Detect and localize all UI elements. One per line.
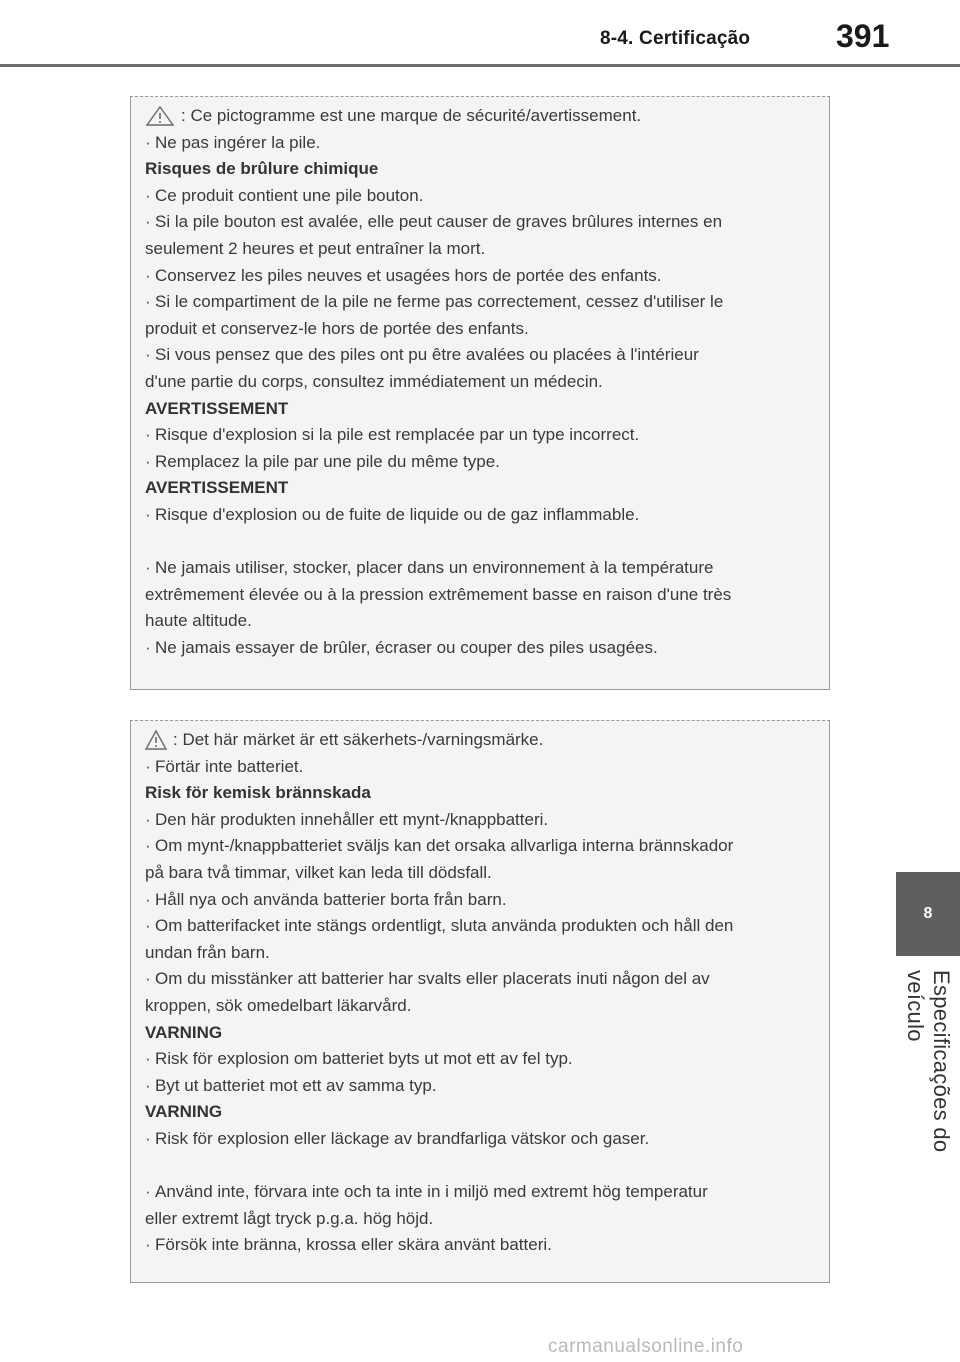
french-warning-header — [145, 103, 815, 130]
bullet-marker: · — [145, 1128, 151, 1148]
continuation-line: seulement 2 heures et peut entraîner la mort. — [145, 238, 486, 258]
bullet-line — [145, 555, 815, 582]
bullet-marker: · — [145, 1182, 151, 1202]
bullet-line — [145, 1179, 815, 1206]
bullet-text: Ne pas ingérer la pile. — [155, 132, 321, 152]
bullet-marker: · — [145, 756, 151, 776]
bullet-line — [145, 263, 815, 290]
bullet-marker: · — [145, 132, 151, 152]
chapter-number: 8 — [923, 905, 933, 922]
bullet-marker: · — [145, 345, 151, 365]
bullet-text: Si la pile bouton est avalée, elle peut causer de graves brûlures internes en — [155, 212, 723, 232]
subheading: Risk för kemisk brännskada — [145, 783, 371, 803]
bullet-text: Risque d'explosion ou de fuite de liquide ou de gaz inflammable. — [155, 504, 640, 524]
subheading: AVERTISSEMENT — [145, 478, 289, 498]
bullet-marker: · — [145, 265, 151, 285]
warning-triangle-icon — [145, 105, 175, 127]
bullet-line — [145, 1073, 815, 1100]
blank-line — [145, 1153, 815, 1180]
bullet-line — [145, 1046, 815, 1073]
bullet-marker: · — [145, 637, 151, 657]
subheading: VARNING — [145, 1022, 223, 1042]
bullet-line — [145, 1232, 815, 1259]
bullet-marker: · — [145, 969, 151, 989]
bullet-marker: · — [145, 558, 151, 578]
blank-line — [145, 529, 815, 556]
continuation-line: undan från barn. — [145, 942, 270, 962]
bullet-marker: · — [145, 809, 151, 829]
bullet-line — [145, 913, 815, 940]
bullet-text: Ce produit contient une pile bouton. — [155, 185, 424, 205]
bullet-marker: · — [145, 916, 151, 936]
bullet-text: Om mynt-/knappbatteriet sväljs kan det orsaka allvarliga interna brännskador — [155, 836, 734, 856]
bullet-text: Remplacez la pile par une pile du même type. — [155, 451, 500, 471]
chapter-tab — [896, 872, 960, 956]
watermark: carmanualsonline.info — [548, 1336, 744, 1357]
bullet-line — [145, 1126, 815, 1153]
bullet-line — [145, 502, 815, 529]
bullet-marker: · — [145, 425, 151, 445]
section-title: 8-4. Certificação — [600, 28, 751, 49]
subheading: VARNING — [145, 1102, 223, 1122]
french-warning-text: : Ce pictogramme est une marque de sécurité/avertissement. — [181, 106, 642, 125]
bullet-text: Försök inte bränna, krossa eller skära använt batteri. — [155, 1235, 552, 1255]
french-warning-box — [130, 96, 830, 690]
bullet-line — [145, 209, 815, 236]
warning-triangle-icon — [145, 729, 167, 751]
bullet-line — [145, 422, 815, 449]
bullet-marker: · — [145, 212, 151, 232]
bullet-marker: · — [145, 1049, 151, 1069]
bullet-text: Si le compartiment de la pile ne ferme pas correctement, cessez d'utiliser le — [155, 292, 724, 312]
bullet-line — [145, 754, 815, 781]
bullet-line — [145, 183, 815, 210]
bullet-line — [145, 635, 815, 662]
swedish-lines — [145, 754, 815, 1259]
header-divider — [0, 64, 960, 67]
continuation-line: extrêmement élevée ou à la pression extrêmement basse en raison d'une très — [145, 584, 732, 604]
chapter-title: Especificações do veículo — [903, 970, 954, 1153]
bullet-line — [145, 807, 815, 834]
bullet-text: Håll nya och använda batterier borta från barn. — [155, 889, 507, 909]
bullet-marker: · — [145, 1235, 151, 1255]
bullet-line — [145, 342, 815, 369]
bullet-text: Förtär inte batteriet. — [155, 756, 304, 776]
bullet-line — [145, 966, 815, 993]
bullet-marker: · — [145, 292, 151, 312]
swedish-warning-header — [145, 727, 815, 754]
bullet-text: Conservez les piles neuves et usagées hors de portée des enfants. — [155, 265, 662, 285]
bullet-text: Si vous pensez que des piles ont pu être avalées ou placées à l'intérieur — [155, 345, 699, 365]
swedish-warning-text: : Det här märket är ett säkerhets-/varningsmärke. — [173, 730, 544, 749]
bullet-line — [145, 289, 815, 316]
continuation-line: produit et conservez-le hors de portée des enfants. — [145, 318, 529, 338]
bullet-marker: · — [145, 451, 151, 471]
continuation-line: d'une partie du corps, consultez immédiatement un médecin. — [145, 371, 603, 391]
continuation-line: eller extremt lågt tryck p.g.a. hög höjd. — [145, 1208, 434, 1228]
subheading: AVERTISSEMENT — [145, 398, 289, 418]
continuation-line: haute altitude. — [145, 611, 252, 631]
bullet-text: Om du misstänker att batterier har svalts eller placerats inuti någon del av — [155, 969, 710, 989]
bullet-text: Ne jamais essayer de brûler, écraser ou couper des piles usagées. — [155, 637, 658, 657]
bullet-text: Använd inte, förvara inte och ta inte in i miljö med extremt hög temperatur — [155, 1182, 708, 1202]
bullet-marker: · — [145, 504, 151, 524]
bullet-marker: · — [145, 836, 151, 856]
bullet-text: Om batterifacket inte stängs ordentligt, sluta använda produkten och håll den — [155, 916, 734, 936]
bullet-text: Den här produkten innehåller ett mynt-/knappbatteri. — [155, 809, 549, 829]
bullet-text: Ne jamais utiliser, stocker, placer dans un environnement à la température — [155, 558, 714, 578]
page-number: 391 — [836, 18, 890, 54]
bullet-marker: · — [145, 185, 151, 205]
continuation-line: på bara två timmar, vilket kan leda till dödsfall. — [145, 862, 492, 882]
bullet-text: Byt ut batteriet mot ett av samma typ. — [155, 1075, 437, 1095]
continuation-line: kroppen, sök omedelbart läkarvård. — [145, 995, 412, 1015]
bullet-text: Risk för explosion eller läckage av brandfarliga vätskor och gaser. — [155, 1128, 650, 1148]
bullet-marker: · — [145, 889, 151, 909]
bullet-line — [145, 833, 815, 860]
bullet-line — [145, 887, 815, 914]
swedish-warning-box — [130, 720, 830, 1283]
french-lines — [145, 130, 815, 662]
bullet-text: Risk för explosion om batteriet byts ut mot ett av fel typ. — [155, 1049, 573, 1069]
bullet-line — [145, 130, 815, 157]
bullet-text: Risque d'explosion si la pile est remplacée par un type incorrect. — [155, 425, 640, 445]
bullet-marker: · — [145, 1075, 151, 1095]
subheading: Risques de brûlure chimique — [145, 159, 379, 179]
bullet-line — [145, 449, 815, 476]
